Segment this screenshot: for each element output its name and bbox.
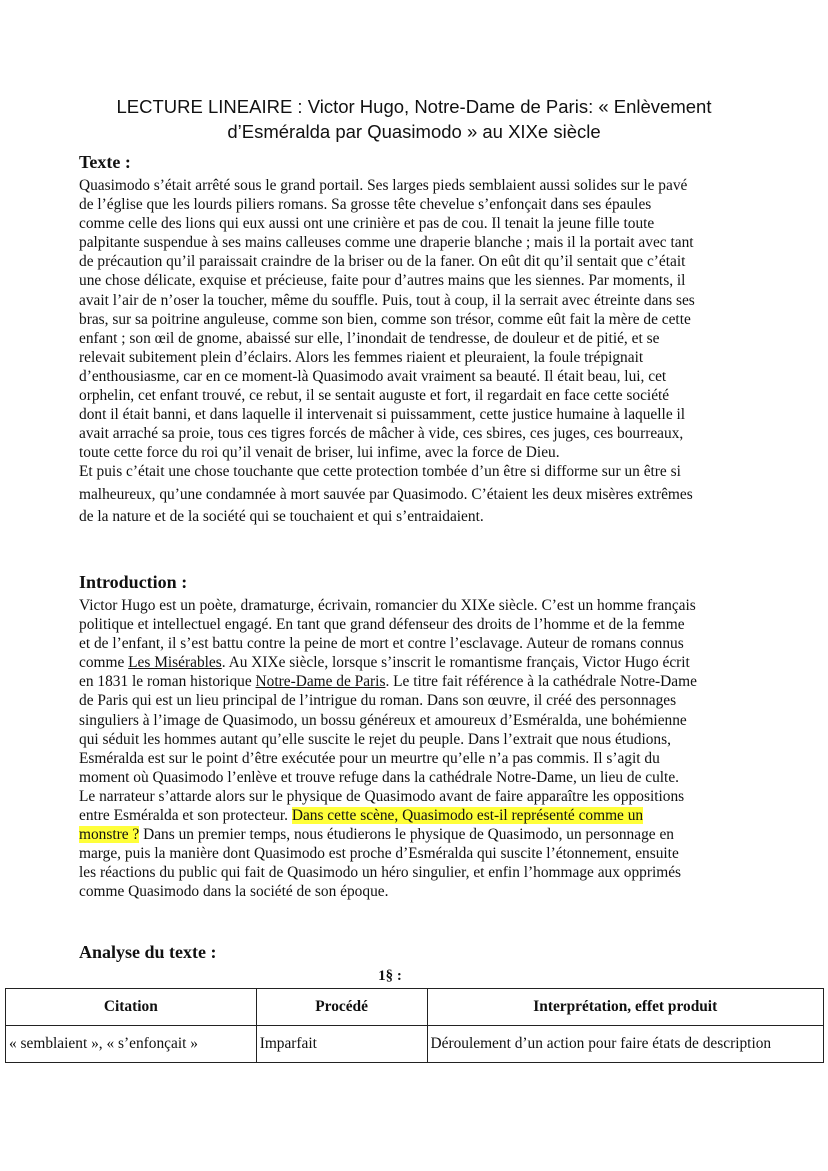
texte-line: malheureux, qu’une condamnée à mort sauvée par Quasimodo. C’étaient les deux misères extrêmes: [79, 485, 693, 503]
title-line-2: d’Esméralda par Quasimodo » au XIXe siècle: [227, 121, 601, 142]
cell-citation: « semblaient », « s’enfonçait »: [6, 1026, 257, 1063]
texte-line: une chose délicate, exquise et précieuse, faite pour d’autres mains que les siennes. Par moments, il: [79, 272, 686, 290]
table-row: [6, 1026, 824, 1063]
texte-line: de la nature et de la société qui se touchaient et qui s’entraidaient.: [79, 507, 484, 525]
texte-line: d’enthousiasme, car en ce moment-là Quasimodo avait vraiment sa beauté. Il était beau, lui, cet: [79, 367, 667, 385]
intro-line: singuliers à l’image de Quasimodo, un bossu généreux et amoureux d’Esméralda, une bohémienne: [79, 711, 687, 729]
introduction-body: [79, 596, 759, 902]
intro-line: [79, 825, 759, 844]
texte-line: avait l’air de n’oser la toucher, même du souffle. Puis, tout à coup, il la serrait avec étreinte dans ses: [79, 291, 695, 309]
texte-line: de l’église que les lourds piliers romans. Sa grosse tête chevelue s’enfonçait dans ses épaules: [79, 196, 652, 214]
book-title-les-miserables: Les Misérables: [128, 654, 222, 672]
texte-line: toute cette force du roi qu’il venait de briser, lui infime, avec la force de Dieu.: [79, 444, 560, 462]
problematique-highlight: Dans cette scène, Quasimodo est-il représenté comme un: [291, 807, 644, 825]
texte-line: avait arraché sa proie, tous ces tigres forcés de mâcher à vide, ces sbires, ces juges, ces bourreaux,: [79, 425, 684, 443]
intro-text: . Le titre fait référence à la cathédrale Notre-Dame: [385, 673, 697, 691]
analysis-table: [5, 988, 824, 1063]
intro-line: et de l’enfant, il s’est battu contre la peine de mort et contre l’esclavage. Auteur de romans connus: [79, 635, 684, 653]
intro-line: politique et intellectuel engagé. En tant que grand défenseur des droits de l’homme et de la femme: [79, 616, 685, 634]
column-header-procede: Procédé: [256, 989, 427, 1026]
column-header-interpretation: Interprétation, effet produit: [427, 989, 824, 1026]
intro-line: qui séduit les hommes autant qu’elle suscite le rejet du peuple. Dans l’extrait que nous étudions,: [79, 730, 671, 748]
texte-line: orphelin, cet enfant trouvé, ce rebut, il se sentait auguste et fort, il regardait en face cette société: [79, 387, 670, 405]
intro-line: [79, 806, 759, 825]
section-marker: 1§ :: [378, 968, 402, 984]
texte-line: Et puis c’était une chose touchante que cette protection tombée d’un être si difforme sur un être si: [79, 463, 681, 481]
texte-body: [79, 176, 759, 526]
cell-procede: Imparfait: [256, 1026, 427, 1063]
texte-heading: Texte :: [79, 152, 131, 172]
texte-line: comme celle des lions qui eux aussi ont une crinière et pas de cou. Il tenait la jeune fille toute: [79, 215, 655, 233]
intro-text: comme: [79, 654, 129, 672]
cell-interpretation: Déroulement d’un action pour faire états de description: [427, 1026, 824, 1063]
intro-text: entre Esméralda et son protecteur.: [79, 807, 292, 825]
intro-text: en 1831 le roman historique: [79, 673, 256, 691]
intro-line: [79, 672, 759, 691]
intro-line: comme Quasimodo dans la société de son époque.: [79, 883, 389, 901]
texte-line: de précaution qu’il paraissait craindre de la briser ou de la faner. On eût dit qu’il sentait que c’était: [79, 253, 686, 271]
table-header-row: [6, 989, 824, 1026]
introduction-heading: Introduction :: [79, 572, 188, 592]
title-line-1: LECTURE LINEAIRE : Victor Hugo, Notre-Dame de Paris: « Enlèvement: [116, 96, 712, 117]
intro-text: . Au XIXe siècle, lorsque s’inscrit le romantisme français, Victor Hugo écrit: [221, 654, 690, 672]
intro-line: Le narrateur s’attarde alors sur le physique de Quasimodo avant de faire apparaître les oppositions: [79, 787, 685, 805]
texte-line: enfant ; son œil de gnome, abaissé sur elle, l’inondait de tendresse, de douleur et de pitié, et se: [79, 329, 660, 347]
intro-text: Dans un premier temps, nous étudierons le physique de Quasimodo, un personnage en: [139, 826, 674, 844]
texte-line: Quasimodo s’était arrêté sous le grand portail. Ses larges pieds semblaient aussi solides sur le pavé: [79, 177, 688, 194]
document-title: [60, 94, 768, 144]
intro-line: marge, puis la manière dont Quasimodo est proche d’Esméralda qui suscite l’étonnement, ensuite: [79, 845, 679, 863]
texte-line: dont il était banni, et dans laquelle il intervenait si puissamment, cette justice humaine à laquelle il: [79, 406, 686, 424]
texte-line: relevait subitement plein d’éclairs. Alors les femmes riaient et pleuraient, la foule trépignait: [79, 348, 644, 366]
column-header-citation: Citation: [6, 989, 257, 1026]
book-title-notre-dame: Notre-Dame de Paris: [255, 673, 386, 691]
intro-line: [79, 653, 759, 672]
texte-line: bras, sur sa poitrine anguleuse, comme son bien, comme son trésor, comme eût fait la mère de cette: [79, 310, 691, 328]
intro-line: Esméralda est sur le point d’être exécutée pour un meurtre qu’elle n’a pas commis. Il s’agit du: [79, 749, 660, 767]
texte-line: palpitante suspendue à ses mains calleuses comme une draperie blanche ; mais il la portait avec tant: [79, 234, 694, 252]
analyse-heading: Analyse du texte :: [79, 942, 217, 962]
intro-line: Victor Hugo est un poète, dramaturge, écrivain, romancier du XIXe siècle. C’est un homme français: [79, 597, 696, 614]
intro-line: les réactions du public qui fait de Quasimodo un héro singulier, et enfin l’hommage aux opprimés: [79, 864, 682, 882]
intro-line: de Paris qui est un lieu principal de l’intrigue du roman. Dans son œuvre, il créé des personnages: [79, 692, 677, 710]
problematique-highlight: monstre ?: [79, 826, 140, 844]
intro-line: moment où Quasimodo l’enlève et trouve refuge dans la cathédrale Notre-Dame, un lieu de culte.: [79, 768, 680, 786]
